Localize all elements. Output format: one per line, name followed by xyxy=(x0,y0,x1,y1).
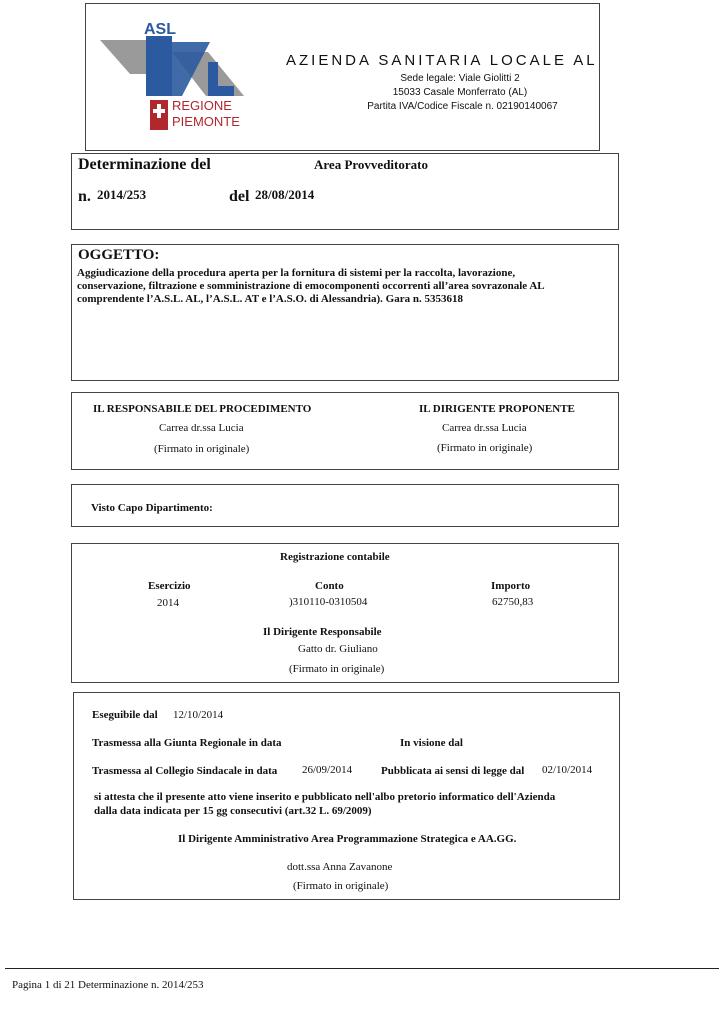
determination-date: 28/08/2014 xyxy=(255,187,315,202)
eseguibile-date: 12/10/2014 xyxy=(173,709,224,721)
importo-value: 62750,83 xyxy=(492,596,534,608)
responsabile-sign: (Firmato in originale) xyxy=(154,443,250,455)
dirigente-proponente-sign: (Firmato in originale) xyxy=(437,442,533,454)
oggetto-line-2: conservazione, filtrazione e somministrazione di emocomponenti occorrenti all’area sovrazonale AL xyxy=(77,280,545,292)
registrazione-dirigente-label: Il Dirigente Responsabile xyxy=(263,626,382,638)
attesta-line-2: dalla data indicata per 15 gg consecutivi (art.32 L. 69/2009) xyxy=(94,805,372,817)
conto-value: )310110-0310504 xyxy=(289,596,368,608)
registrazione-box xyxy=(71,543,619,683)
footer-divider xyxy=(5,968,719,969)
oggetto-label: OGGETTO: xyxy=(78,247,160,263)
collegio-label: Trasmessa al Collegio Sindacale in data xyxy=(92,765,278,777)
svg-text:ASL: ASL xyxy=(144,21,176,38)
region-name-line1: REGIONE xyxy=(172,98,232,113)
footer-text: Pagina 1 di 21 Determinazione n. 2014/253 xyxy=(12,979,204,991)
responsabile-name: Carrea dr.ssa Lucia xyxy=(159,422,244,434)
oggetto-line-1: Aggiudicazione della procedura aperta per la fornitura di sistemi per la raccolta, lavorazione, xyxy=(77,267,516,279)
registrazione-dirigente-name: Gatto dr. Giuliano xyxy=(298,643,378,655)
esecuzione-dirigente-name: dott.ssa Anna Zavanone xyxy=(287,861,393,873)
sede-line-3: Partita IVA/Codice Fiscale n. 02190140067 xyxy=(367,101,558,112)
oggetto-box xyxy=(71,244,619,381)
dirigente-proponente-title: IL DIRIGENTE PROPONENTE xyxy=(419,403,575,415)
determination-area: Area Provveditorato xyxy=(314,157,428,172)
col-esercizio: Esercizio xyxy=(148,580,191,592)
registrazione-dirigente-sign: (Firmato in originale) xyxy=(289,663,385,675)
esecuzione-dirigente-label: Il Dirigente Amministrativo Area Programmazione Strategica e AA.GG. xyxy=(178,833,517,845)
sede-line-1: Sede legale: Viale Giolitti 2 xyxy=(400,73,520,84)
asl-logo xyxy=(100,20,250,132)
sede-line-2: 15033 Casale Monferrato (AL) xyxy=(392,87,528,98)
dirigente-proponente-name: Carrea dr.ssa Lucia xyxy=(442,422,527,434)
esecuzione-dirigente-sign: (Firmato in originale) xyxy=(293,880,389,892)
visione-label: In visione dal xyxy=(400,737,463,749)
determination-n-label: n. xyxy=(78,188,91,205)
eseguibile-label: Eseguibile dal xyxy=(92,709,158,721)
azienda-title-text: AZIENDA SANITARIA LOCALE AL xyxy=(286,52,598,69)
col-conto: Conto xyxy=(315,580,344,592)
visto-label: Visto Capo Dipartimento: xyxy=(91,502,213,514)
azienda-title xyxy=(286,52,598,69)
esercizio-value: 2014 xyxy=(157,597,179,609)
col-importo: Importo xyxy=(491,580,531,592)
oggetto-line-3: comprendente l’A.S.L. AL, l’A.S.L. AT e l’A.S.O. di Alessandria). Gara n. 5353618 xyxy=(77,293,463,305)
pubblicata-date: 02/10/2014 xyxy=(542,764,593,776)
determination-del-label: del xyxy=(229,188,250,205)
determination-number: 2014/253 xyxy=(97,187,147,202)
collegio-date: 26/09/2014 xyxy=(302,764,353,776)
responsabile-title: IL RESPONSABILE DEL PROCEDIMENTO xyxy=(93,403,312,415)
giunta-label: Trasmessa alla Giunta Regionale in data xyxy=(92,737,282,749)
registrazione-title: Registrazione contabile xyxy=(280,551,390,563)
attesta-line-1: si attesta che il presente atto viene inserito e pubblicato nell'albo pretorio informatico dell'Azienda xyxy=(94,791,556,803)
region-name-line2: PIEMONTE xyxy=(172,114,240,129)
determination-label: Determinazione del xyxy=(78,156,211,173)
pubblicata-label: Pubblicata ai sensi di legge dal xyxy=(381,765,525,777)
